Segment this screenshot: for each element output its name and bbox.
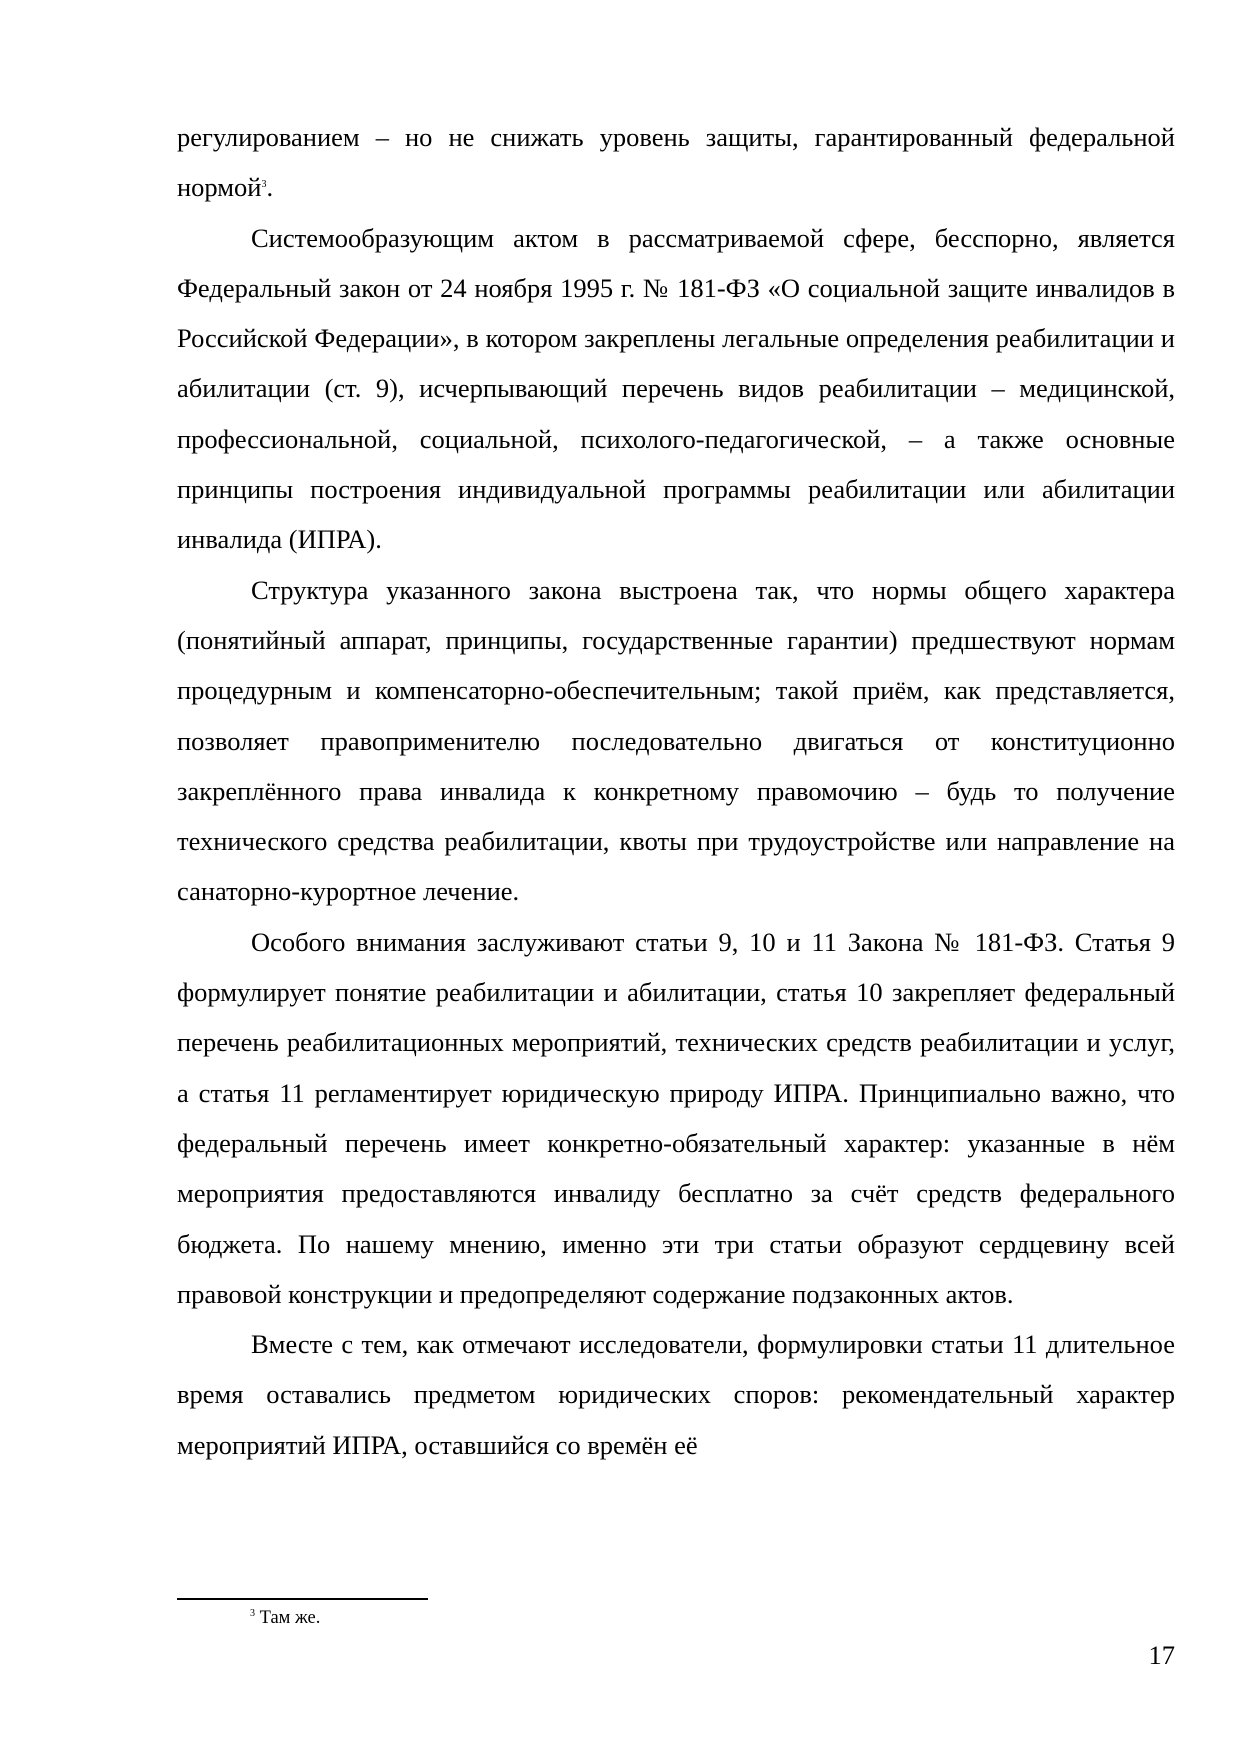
paragraph-continuation <box>177 112 1175 213</box>
paragraph: Вместе с тем, как отмечают исследователи, формулировки статьи 11 длительное время оставались предметом юридических споров: рекомендательный характер мероприятий ИПРА, оставшийся со времён её <box>177 1329 1175 1460</box>
paragraph: Системообразующим актом в рассматриваемой сфере, бесспорно, является Федеральный закон от 24 ноября 1995 г. № 181-ФЗ «О социальной защите инвалидов в Российской Федерации», в котором закреплены легальные определения реабилитации и абилитации (ст. 9), исчерпывающий перечень видов реабилитации – медицинской, профессиональной, социальной, психолого-педагогической, – а также основные принципы построения индивидуальной программы реабилитации или абилитации инвалида (ИПРА). <box>177 222 1175 555</box>
footnote <box>250 1607 1150 1629</box>
footnote-reference: 3 <box>261 179 267 191</box>
paragraph-text: регулированием – но не снижать уровень защиты, гарантированный федеральной нормой <box>177 122 1175 203</box>
paragraph: Структура указанного закона выстроена так, что нормы общего характера (понятийный аппарат, принципы, государственные гарантии) предшествуют нормам процедурным и компенсаторно-обеспечительным; такой приём, как представляется, позволяет правоприменителю последовательно двигаться от конституционно закреплённого права инвалида к конкретному правомочию – будь то получение технического средства реабилитации, квоты при трудоустройстве или направление на санаторно-курортное лечение. <box>177 574 1175 907</box>
footnote-text: Там же. <box>259 1608 321 1628</box>
footnote-separator <box>177 1598 428 1600</box>
paragraph: Особого внимания заслуживают статьи 9, 10 и 11 Закона № 181-ФЗ. Статья 9 формулирует понятие реабилитации и абилитации, статья 10 закрепляет федеральный перечень реабилитационных мероприятий, технических средств реабилитации и услуг, а статья 11 регламентирует юридическую природу ИПРА. Принципиально важно, что федеральный перечень имеет конкретно-обязательный характер: указанные в нём мероприятия предоставляются инвалиду бесплатно за счёт средств федерального бюджета. По нашему мнению, именно эти три статьи образуют сердцевину всей правовой конструкции и предопределяют содержание подзаконных актов. <box>177 926 1175 1309</box>
footnote-number: 3 <box>250 1608 255 1619</box>
page-number: 17 <box>1148 1640 1175 1670</box>
paragraph-tail: . <box>266 172 274 203</box>
body-text <box>177 112 1175 1470</box>
